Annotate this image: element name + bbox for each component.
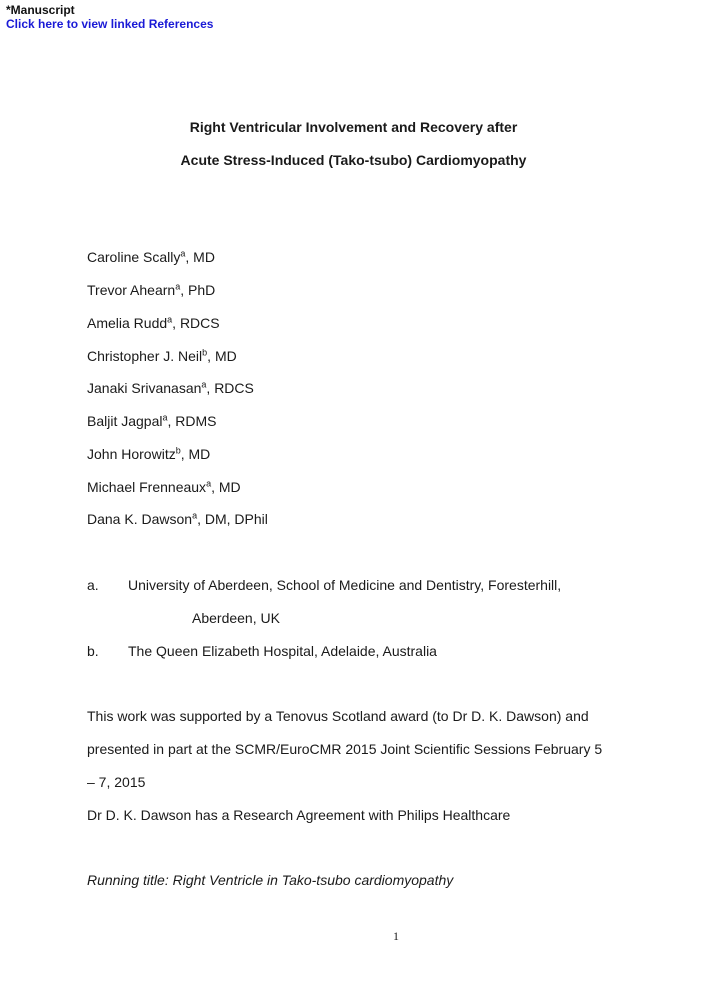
title-line-1: Right Ventricular Involvement and Recovery after	[189, 119, 518, 135]
author: John Horowitz$^b$, MD	[87, 445, 211, 462]
funding-line-2: presented in part at the SCMR/EuroCMR 2015 Joint Scientific Sessions February 5	[87, 741, 603, 757]
funding-line-1: This work was supported by a Tenovus Scotland award (to Dr D. K. Dawson) and	[87, 708, 589, 724]
affiliation-b-label: b.	[87, 643, 99, 659]
author: Michael Frenneaux$^a$, MD	[87, 478, 241, 495]
affiliation-b-text: The Queen Elizabeth Hospital, Adelaide, Australia	[128, 643, 437, 659]
running-title: Running title: Right Ventricle in Tako-tsubo cardiomyopathy	[87, 872, 454, 888]
disclosure: Dr D. K. Dawson has a Research Agreement with Philips Healthcare	[87, 807, 511, 823]
affiliation-a-text-cont: Aberdeen, UK	[192, 610, 280, 626]
author: Caroline Scally$^a$, MD	[87, 248, 215, 265]
funding-line-3: – 7, 2015	[87, 774, 146, 790]
title-line-2: Acute Stress-Induced (Tako-tsubo) Cardiomyopathy	[180, 152, 527, 168]
author: Christopher J. Neil$^b$, MD	[87, 347, 237, 364]
page-number: 1	[393, 929, 399, 943]
author: Baljit Jagpal$^a$, RDMS	[87, 412, 217, 429]
affiliation-a-label: a.	[87, 577, 99, 593]
author: Trevor Ahearn$^a$, PhD	[87, 281, 216, 298]
linked-references-link[interactable]: Click here to view linked References	[6, 17, 214, 31]
manuscript-label: *Manuscript	[6, 3, 75, 17]
affiliation-a-text: University of Aberdeen, School of Medicine and Dentistry, Foresterhill,	[128, 577, 562, 593]
author: Dana K. Dawson$^a$, DM, DPhil	[87, 510, 268, 527]
author: Amelia Rudd$^a$, RDCS	[87, 314, 220, 331]
author: Janaki Srivanasan$^a$, RDCS	[87, 379, 254, 396]
